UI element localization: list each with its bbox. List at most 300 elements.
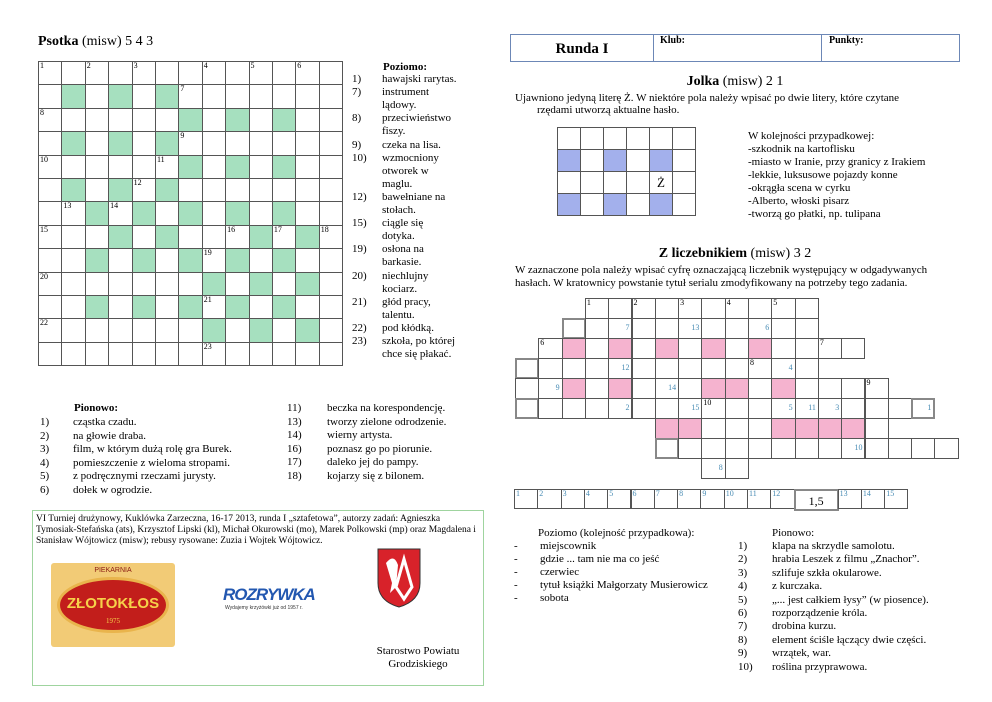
clue-number: 5) — [738, 593, 748, 606]
clue-row — [738, 647, 978, 660]
clue-text: wrzątek, war. — [772, 647, 831, 660]
zlicz-cell[interactable] — [562, 318, 586, 339]
zlicz-cell[interactable] — [632, 318, 656, 339]
zlicz-cell[interactable] — [701, 318, 725, 339]
answer-cell-number: 7 — [655, 489, 660, 498]
zlicz-cell[interactable] — [725, 358, 749, 379]
zlicz-cell[interactable] — [632, 298, 656, 319]
clue-text: kojarzy się z bilonem. — [327, 470, 425, 482]
zlicz-cell[interactable] — [655, 378, 679, 399]
zlicz-cell[interactable] — [701, 338, 725, 359]
zlicz-cell[interactable] — [585, 318, 609, 339]
zlicz-cell[interactable] — [911, 438, 935, 459]
zlicz-cell[interactable] — [678, 338, 702, 359]
zlicz-cell[interactable] — [562, 358, 586, 379]
zlicz-cell[interactable] — [725, 418, 749, 439]
clue-number: 11) — [287, 402, 302, 414]
clue-number: 7) — [738, 620, 748, 633]
clue-number: 4) — [40, 456, 50, 469]
zlicz-cell[interactable] — [725, 338, 749, 359]
bullet-dash: - — [514, 579, 518, 591]
zlicz-cell[interactable] — [585, 298, 609, 319]
zlicz-cell[interactable] — [818, 338, 842, 359]
cell-number: 1 — [586, 298, 591, 307]
clue-number: 14) — [287, 429, 302, 442]
cell-number: 14 — [110, 201, 119, 211]
clue-number: 21) — [352, 295, 367, 308]
zlicz-cell[interactable] — [608, 298, 632, 319]
zlicz-cell[interactable] — [771, 418, 795, 439]
jolka-clue: -tworzą go płatki, np. tulipana — [748, 208, 881, 220]
zlicz-cell[interactable] — [701, 458, 725, 479]
clue-number: 20) — [352, 269, 367, 282]
answer-cell[interactable] — [770, 489, 794, 509]
cell-number: 7 — [180, 84, 185, 94]
clue-text: kociarz. — [382, 282, 418, 295]
zlicz-cell[interactable] — [701, 438, 725, 459]
answer-cell-number: 5 — [609, 489, 614, 498]
jolka-clue: -Alberto, włoski pisarz — [748, 195, 850, 207]
zlicz-cell[interactable] — [515, 378, 539, 399]
zlicz-cell[interactable] — [701, 358, 725, 379]
answer-cell[interactable] — [561, 489, 585, 509]
cell-number: 10 — [703, 398, 712, 407]
clue-text: maglu. — [382, 177, 413, 190]
clue-number: 10) — [738, 660, 753, 673]
cell-number: 12 — [621, 362, 630, 372]
zlicz-cell[interactable] — [655, 358, 679, 379]
zlicz-cell[interactable] — [562, 338, 586, 359]
clue-row — [738, 620, 978, 633]
cell-number: 15 — [691, 402, 700, 412]
zlicz-cell[interactable] — [865, 438, 889, 459]
zlicz-cell[interactable] — [771, 298, 795, 319]
clue-number: 16) — [287, 442, 302, 455]
zlicz-cell[interactable] — [888, 438, 912, 459]
zlotoklos-logo: PIEKARNIA ZŁOTOKŁOS 1975 — [51, 563, 175, 647]
answer-cell-number: 13 — [839, 489, 848, 498]
clue-text: gdzie ... tam nie ma co jeść — [540, 553, 660, 565]
clue-number: 22) — [352, 321, 367, 334]
zlicz-cell[interactable] — [818, 438, 842, 459]
zlicz-cell[interactable] — [771, 398, 795, 419]
zlicz-cell[interactable] — [585, 398, 609, 419]
zlicz-cell[interactable] — [608, 378, 632, 399]
club-field[interactable]: Klub: — [654, 35, 822, 61]
cell-number: 1 — [40, 61, 44, 70]
zlicz-cell[interactable] — [818, 378, 842, 399]
clue-number: 7) — [352, 86, 362, 99]
zlicz-cell[interactable] — [841, 338, 865, 359]
cell-number: 7 — [625, 322, 630, 332]
cell-number: 2 — [625, 402, 630, 412]
zlicz-cell[interactable] — [678, 438, 702, 459]
clue-number: 9) — [738, 647, 748, 660]
points-field[interactable]: Punkty: — [829, 35, 864, 46]
rozrywka-logo: ROZRYWKA — [223, 585, 315, 604]
zlicz-cell[interactable] — [795, 438, 819, 459]
answer-cell[interactable] — [861, 489, 885, 509]
answer-cell[interactable] — [631, 489, 655, 509]
zlicz-cell[interactable] — [725, 318, 749, 339]
clue-text: fiszy. — [382, 125, 406, 138]
answer-cell-number: 15 — [886, 489, 895, 498]
clue-text: element ściśle łączący dwie części. — [772, 633, 927, 646]
clue-text: dołek w ogrodzie. — [73, 484, 153, 496]
jolka-given-letter: Ż — [657, 174, 665, 190]
zlicz-across-clue — [514, 579, 744, 592]
zlicz-cell[interactable] — [771, 338, 795, 359]
clue-text: rozporządzenie króla. — [772, 607, 868, 619]
zlicz-cell[interactable] — [748, 378, 772, 399]
zlicz-down-heading: Pionowo: — [772, 527, 815, 539]
zlicz-cell[interactable] — [678, 358, 702, 379]
zlicz-cell[interactable] — [655, 438, 679, 459]
clue-text: bawełniane na — [382, 190, 446, 203]
clue-text: z podręcznymi rzeczami jurysty. — [73, 470, 216, 483]
clue-text: czeka na lisa. — [382, 138, 441, 151]
jolka-desc-1: Ujawniono jedyną literę Ż. W niektóre pola należy wpisać po dwie litery, które czytane — [515, 92, 900, 104]
zlicz-cell[interactable] — [725, 438, 749, 459]
clue-text: chce się płakać. — [382, 348, 452, 361]
zlicz-cell[interactable] — [632, 378, 656, 399]
zlicz-cell[interactable] — [841, 418, 865, 439]
answer-cell-number: 1,5 — [808, 494, 824, 508]
cell-number: 6 — [297, 61, 302, 70]
cell-number: 14 — [668, 382, 677, 392]
zlicz-cell[interactable] — [841, 398, 865, 419]
zlicz-cell[interactable] — [678, 298, 702, 319]
zlicz-cell[interactable] — [748, 318, 772, 339]
bullet-dash: - — [514, 592, 518, 604]
clue-text: niechlujny — [382, 269, 429, 282]
bullet-dash: - — [514, 566, 518, 578]
answer-cell[interactable] — [794, 489, 839, 511]
zlicz-cell[interactable] — [538, 398, 562, 419]
clue-text: na głowie draba. — [73, 429, 146, 442]
clue-text: szkoła, po której — [382, 335, 456, 347]
zlicz-cell[interactable] — [748, 298, 772, 319]
answer-cell-number: 8 — [679, 489, 684, 498]
zlicz-cell[interactable] — [771, 318, 795, 339]
cell-number: 8 — [718, 462, 723, 472]
zlicz-across-clue — [514, 540, 744, 553]
clue-row — [738, 594, 978, 607]
clue-row — [738, 607, 978, 620]
zlicz-cell[interactable] — [701, 418, 725, 439]
clue-row — [738, 634, 978, 647]
cell-number: 20 — [40, 271, 48, 281]
answer-cell-number: 10 — [725, 489, 734, 498]
zlicz-cell[interactable] — [865, 378, 889, 399]
zlicz-cell[interactable] — [562, 378, 586, 399]
answer-cell-number: 14 — [862, 489, 871, 498]
zlicz-cell[interactable] — [748, 338, 772, 359]
cell-number: 4 — [726, 298, 731, 307]
answer-cell[interactable] — [884, 489, 908, 509]
zlicz-cell[interactable] — [538, 378, 562, 399]
zlicz-cell[interactable] — [725, 398, 749, 419]
zlicz-cell[interactable] — [795, 418, 819, 439]
clue-number: 1) — [738, 540, 748, 552]
clue-number: 10) — [352, 151, 367, 164]
cell-number: 11 — [156, 154, 165, 164]
jolka-clues-heading: W kolejności przypadkowej: — [748, 130, 875, 142]
zlicz-cell[interactable] — [632, 338, 656, 359]
clue-text: otworek w — [382, 164, 429, 177]
clue-text: pomieszczenie z wieloma stropami. — [73, 456, 230, 469]
cell-number: 13 — [63, 201, 72, 211]
clue-number: 12) — [352, 190, 367, 203]
clue-number: 9) — [352, 138, 362, 151]
cell-number: 11 — [808, 402, 816, 412]
clue-text: szlifuje szkła okularowe. — [772, 566, 882, 579]
clue-number: 13) — [287, 415, 302, 428]
zlicz-desc-2: hasłach. W kratownicy powstanie tytuł serialu zmodyfikowany na potrzeby tego zadania. — [515, 277, 908, 289]
clue-number: 8) — [738, 633, 748, 646]
clue-text: czerwiec — [540, 566, 580, 578]
zlicz-cell[interactable] — [771, 358, 795, 379]
zlicz-cell[interactable] — [585, 338, 609, 359]
zlicz-cell[interactable] — [841, 438, 865, 459]
clue-text: wierny artysta. — [327, 429, 393, 442]
zlicz-cell[interactable] — [515, 358, 539, 379]
clue-text: osłona na — [382, 243, 424, 256]
cell-number: 18 — [320, 224, 329, 234]
cell-number: 10 — [40, 154, 48, 164]
zlicz-cell[interactable] — [538, 338, 562, 359]
zlicz-cell[interactable] — [725, 378, 749, 399]
cell-number: 9 — [180, 131, 185, 141]
across-heading: Poziomo: — [383, 61, 427, 73]
clue-number: 1) — [40, 416, 50, 428]
cell-number: 5 — [788, 402, 793, 412]
cell-number: 6 — [540, 338, 545, 347]
cell-number: 9 — [555, 382, 560, 392]
clue-row — [738, 661, 978, 674]
clue-text: klapa na skrzydle samolotu. — [772, 540, 895, 552]
cell-number: 4 — [788, 362, 793, 372]
credits-text: VI Turniej drużynowy, Kuklówka Zarzeczna, 16-17 2013, runda I „sztafetowa”, autorzy zadań: Agnieszka Tymosiak-Stefańska (ats), Krzysztof Lipski (kl), Michał Okurowski (mo), Marek Polkowski (mp) oraz Magdalena i Stanisław Wójtowicz (misw); rebusy rysowane: Zuzia i Wojtek Wójtowicz. — [36, 514, 476, 546]
clue-text: barkasie. — [382, 256, 422, 269]
cell-number: 12 — [133, 177, 142, 187]
zlicz-cell[interactable] — [701, 378, 725, 399]
clue-row — [738, 580, 978, 593]
cell-number: 13 — [691, 322, 700, 332]
clue-text: wzmocniony — [382, 151, 439, 164]
cell-number: 17 — [273, 224, 282, 234]
zlicz-cell[interactable] — [608, 318, 632, 339]
cell-number: 6 — [765, 322, 770, 332]
clue-text: beczka na korespondencję. — [327, 402, 446, 414]
zlicz-cell[interactable] — [632, 358, 656, 379]
cell-number: 23 — [203, 341, 212, 351]
clue-number: 18) — [287, 470, 302, 482]
zlicz-cell[interactable] — [771, 438, 795, 459]
zlicz-cell[interactable] — [725, 458, 749, 479]
clue-number: 19) — [352, 243, 367, 256]
zlicz-cell[interactable] — [655, 318, 679, 339]
answer-cell[interactable] — [747, 489, 771, 509]
zlicz-cell[interactable] — [795, 398, 819, 419]
clue-text: drobina kurzu. — [772, 620, 837, 633]
jolka-title: Jolka (misw) 2 1 — [686, 74, 784, 89]
clue-text: ciągle się — [382, 217, 424, 230]
zlicz-cell[interactable] — [748, 358, 772, 379]
clue-text: lądowy. — [382, 99, 417, 112]
clue-number: 6) — [738, 607, 748, 619]
zlicz-cell[interactable] — [841, 378, 865, 399]
zlicz-cell[interactable] — [771, 378, 795, 399]
zlicz-cell[interactable] — [678, 418, 702, 439]
answer-cell-number: 4 — [585, 489, 590, 498]
answer-cell[interactable] — [537, 489, 561, 509]
zlicz-cell[interactable] — [608, 338, 632, 359]
clue-text: daleko jej do pampy. — [327, 456, 419, 469]
zlicz-cell[interactable] — [748, 438, 772, 459]
clue-number: 6) — [40, 484, 50, 496]
zlicz-cell[interactable] — [795, 378, 819, 399]
zlicz-cell[interactable] — [795, 338, 819, 359]
answer-cell-number: 3 — [562, 489, 567, 498]
round-title: Runda I — [511, 35, 654, 61]
down-heading: Pionowo: — [74, 402, 118, 414]
zlicz-cell[interactable] — [538, 358, 562, 379]
zlicz-cell[interactable] — [678, 378, 702, 399]
clue-number: 1) — [352, 73, 362, 85]
zlicz-desc-1: W zaznaczone pola należy wpisać cyfrę oznaczającą liczebnik występujący w odgadywanych — [515, 264, 928, 276]
answer-cell[interactable] — [724, 489, 748, 509]
zlicz-cell[interactable] — [655, 298, 679, 319]
clue-number: 2) — [40, 429, 50, 442]
cell-number: 22 — [40, 318, 48, 328]
zlicz-cell[interactable] — [608, 358, 632, 379]
cell-number: 16 — [227, 224, 236, 234]
cell-number: 9 — [866, 378, 871, 387]
cell-number: 3 — [680, 298, 685, 307]
zlicz-cell[interactable] — [701, 398, 725, 419]
zlicz-cell[interactable] — [818, 398, 842, 419]
clue-text: pod kłódką. — [382, 321, 434, 334]
clue-text: „... jest całkiem łysy” (w piosence). — [772, 593, 929, 606]
clue-text: talentu. — [382, 308, 415, 321]
clue-number: 3) — [40, 443, 50, 456]
answer-cell[interactable] — [514, 489, 538, 509]
zlicz-cell[interactable] — [515, 398, 539, 419]
zlicz-across-clues — [514, 540, 744, 605]
cell-number: 2 — [633, 298, 638, 307]
zlicz-cell[interactable] — [655, 418, 679, 439]
clue-text: instrument — [382, 86, 430, 99]
zlicz-across-clue — [514, 592, 744, 605]
clue-text: tytuł książki Małgorzaty Musierowicz — [540, 579, 708, 591]
jolka-desc-2: rzędami utworzą aktualne hasło. — [537, 104, 680, 116]
answer-cell-number: 11 — [749, 489, 757, 498]
zlicz-cell[interactable] — [632, 398, 656, 419]
answer-cell[interactable] — [838, 489, 862, 509]
zlicz-cell[interactable] — [748, 398, 772, 419]
rozrywka-tagline: Wydajemy krzyżówki już od 1957 r. — [225, 605, 303, 611]
zlicz-cell[interactable] — [701, 298, 725, 319]
zlicz-cell[interactable] — [748, 418, 772, 439]
cell-number: 5 — [773, 298, 778, 307]
zlicz-cell[interactable] — [585, 378, 609, 399]
clue-text: dotyka. — [382, 230, 415, 243]
clue-number: 5) — [40, 470, 50, 483]
clue-number: 8) — [352, 112, 362, 125]
clue-number: 15) — [352, 217, 367, 230]
zlicz-cell[interactable] — [888, 398, 912, 419]
cell-number: 1 — [927, 402, 932, 412]
cell-number: 19 — [203, 248, 212, 258]
clue-text: cząstka czadu. — [73, 416, 137, 428]
cell-number: 10 — [854, 442, 863, 452]
zlicz-cell[interactable] — [585, 358, 609, 379]
answer-cell[interactable] — [607, 489, 631, 509]
answer-cell-number: 2 — [539, 489, 544, 498]
zlicz-cell[interactable] — [655, 338, 679, 359]
cell-number: 5 — [250, 61, 255, 70]
zlicz-cell[interactable] — [655, 398, 679, 419]
zlicz-cell[interactable] — [608, 398, 632, 419]
zlicz-cell[interactable] — [678, 318, 702, 339]
zlicz-across-clue — [514, 566, 744, 579]
psotka-title: Psotka (misw) 5 4 3 — [38, 34, 154, 49]
clue-text: hrabia Leszek z filmu „Znachor”. — [772, 553, 920, 566]
clue-number: 3) — [738, 566, 748, 579]
zlicz-cell[interactable] — [865, 418, 889, 439]
zlicz-cell[interactable] — [562, 398, 586, 419]
zlicz-cell[interactable] — [934, 438, 958, 459]
jolka-clue: -szkodnik na kartoflisku — [748, 143, 855, 155]
zlicz-cell[interactable] — [911, 398, 935, 419]
clue-number: 17) — [287, 456, 302, 469]
answer-cell-number: 1 — [516, 489, 520, 498]
zlicz-cell[interactable] — [818, 418, 842, 439]
jolka-clue: -miasto w Iranie, przy granicy z Irakiem — [748, 156, 926, 168]
clue-row — [738, 553, 978, 566]
zlicz-cell[interactable] — [795, 298, 819, 319]
zlicz-cell[interactable] — [795, 358, 819, 379]
zlicz-cell[interactable] — [725, 298, 749, 319]
clue-text: z kurczaka. — [772, 580, 823, 593]
zlicz-cell[interactable] — [678, 398, 702, 419]
answer-cell-number: 12 — [772, 489, 781, 498]
zlicz-across-heading: Poziomo (kolejność przypadkowa): — [538, 527, 695, 539]
clue-number: 4) — [738, 580, 748, 593]
answer-cell[interactable] — [700, 489, 724, 509]
clue-number: 23) — [352, 335, 367, 347]
cell-number: 3 — [133, 61, 138, 70]
zlicz-cell[interactable] — [865, 398, 889, 419]
cell-number: 4 — [203, 61, 208, 70]
clue-number: 2) — [738, 553, 748, 566]
answer-cell-number: 9 — [702, 489, 707, 498]
clue-text: tworzy zielone odrodzenie. — [327, 415, 447, 428]
bullet-dash: - — [514, 540, 518, 552]
answer-cell[interactable] — [677, 489, 701, 509]
clue-text: hawajski rarytas. — [382, 73, 457, 85]
answer-cell[interactable] — [654, 489, 678, 509]
answer-cell[interactable] — [584, 489, 608, 509]
clue-row — [738, 540, 978, 553]
cell-number: 2 — [86, 61, 91, 70]
clue-text: głód pracy, — [382, 295, 431, 308]
clue-text: poznasz go po piorunie. — [327, 442, 433, 455]
clue-text: film, w którym dużą rolę gra Burek. — [73, 443, 232, 456]
zlicz-cell[interactable] — [795, 318, 819, 339]
clue-text: miejscownik — [540, 540, 597, 552]
